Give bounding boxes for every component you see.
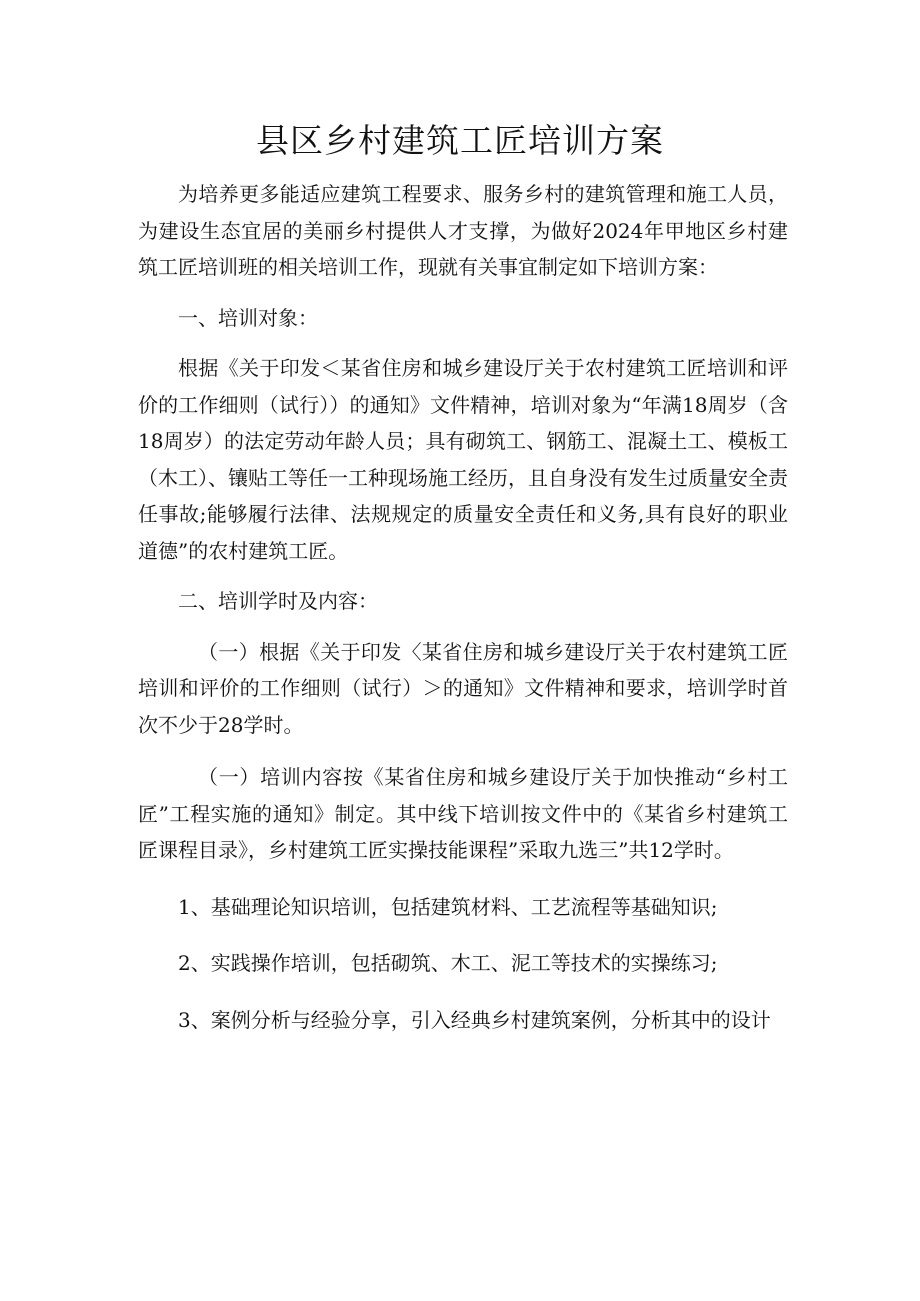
- list-item: 1、基础理论知识培训，包括建筑材料、工艺流程等基础知识;: [178, 894, 718, 919]
- section-heading-hours-content: 二、培训学时及内容：: [178, 589, 378, 613]
- list-item: 3、案例分析与经验分享，引入经典乡村建筑案例，分析其中的设计: [178, 1007, 771, 1032]
- document-body: [138, 176, 788, 1038]
- document-title: 县区乡村建筑工匠培训方案: [256, 121, 664, 160]
- training-target-paragraph: 根据《关于印发＜某省住房和城乡建设厅关于农村建筑工匠培训和评价的工作细则（试行））的通知》文件精神，培训对象为“年满18周岁（含18周岁）的法定劳动年龄人员；具有砌筑工、钢筋工、混凝土工、模板工（木工）、镶贴工等任一工种现场施工经历，且自身没有发生过质量安全责任事故;能够履行法律、法规规定的质量安全责任和义务,具有良好的职业道德”的农村建筑工匠。: [138, 356, 788, 563]
- list-item: 2、实践操作培训，包括砌筑、木工、泥工等技术的实操练习;: [178, 951, 718, 975]
- content-paragraph: （一）培训内容按《某省住房和城乡建设厅关于加快推动“乡村工匠”工程实施的通知》制定。其中线下培训按文件中的《某省乡村建筑工匠课程目录》，乡村建筑工匠实操技能课程”采取九选三”共12学时。: [138, 765, 788, 862]
- section-heading-training-target: 一、培训对象：: [178, 305, 318, 330]
- hours-paragraph: （一）根据《关于印发〈某省住房和城乡建设厅关于农村建筑工匠培训和评价的工作细则（试行）＞的通知》文件精神和要求，培训学时首次不少于28学时。: [138, 639, 788, 737]
- intro-paragraph: 为培养更多能适应建筑工程要求、服务乡村的建筑管理和施工人员，为建设生态宜居的美丽乡村提供人才支撑，为做好2024年甲地区乡村建筑工匠培训班的相关培训工作，现就有关事宜制定如下培训方案：: [138, 182, 788, 279]
